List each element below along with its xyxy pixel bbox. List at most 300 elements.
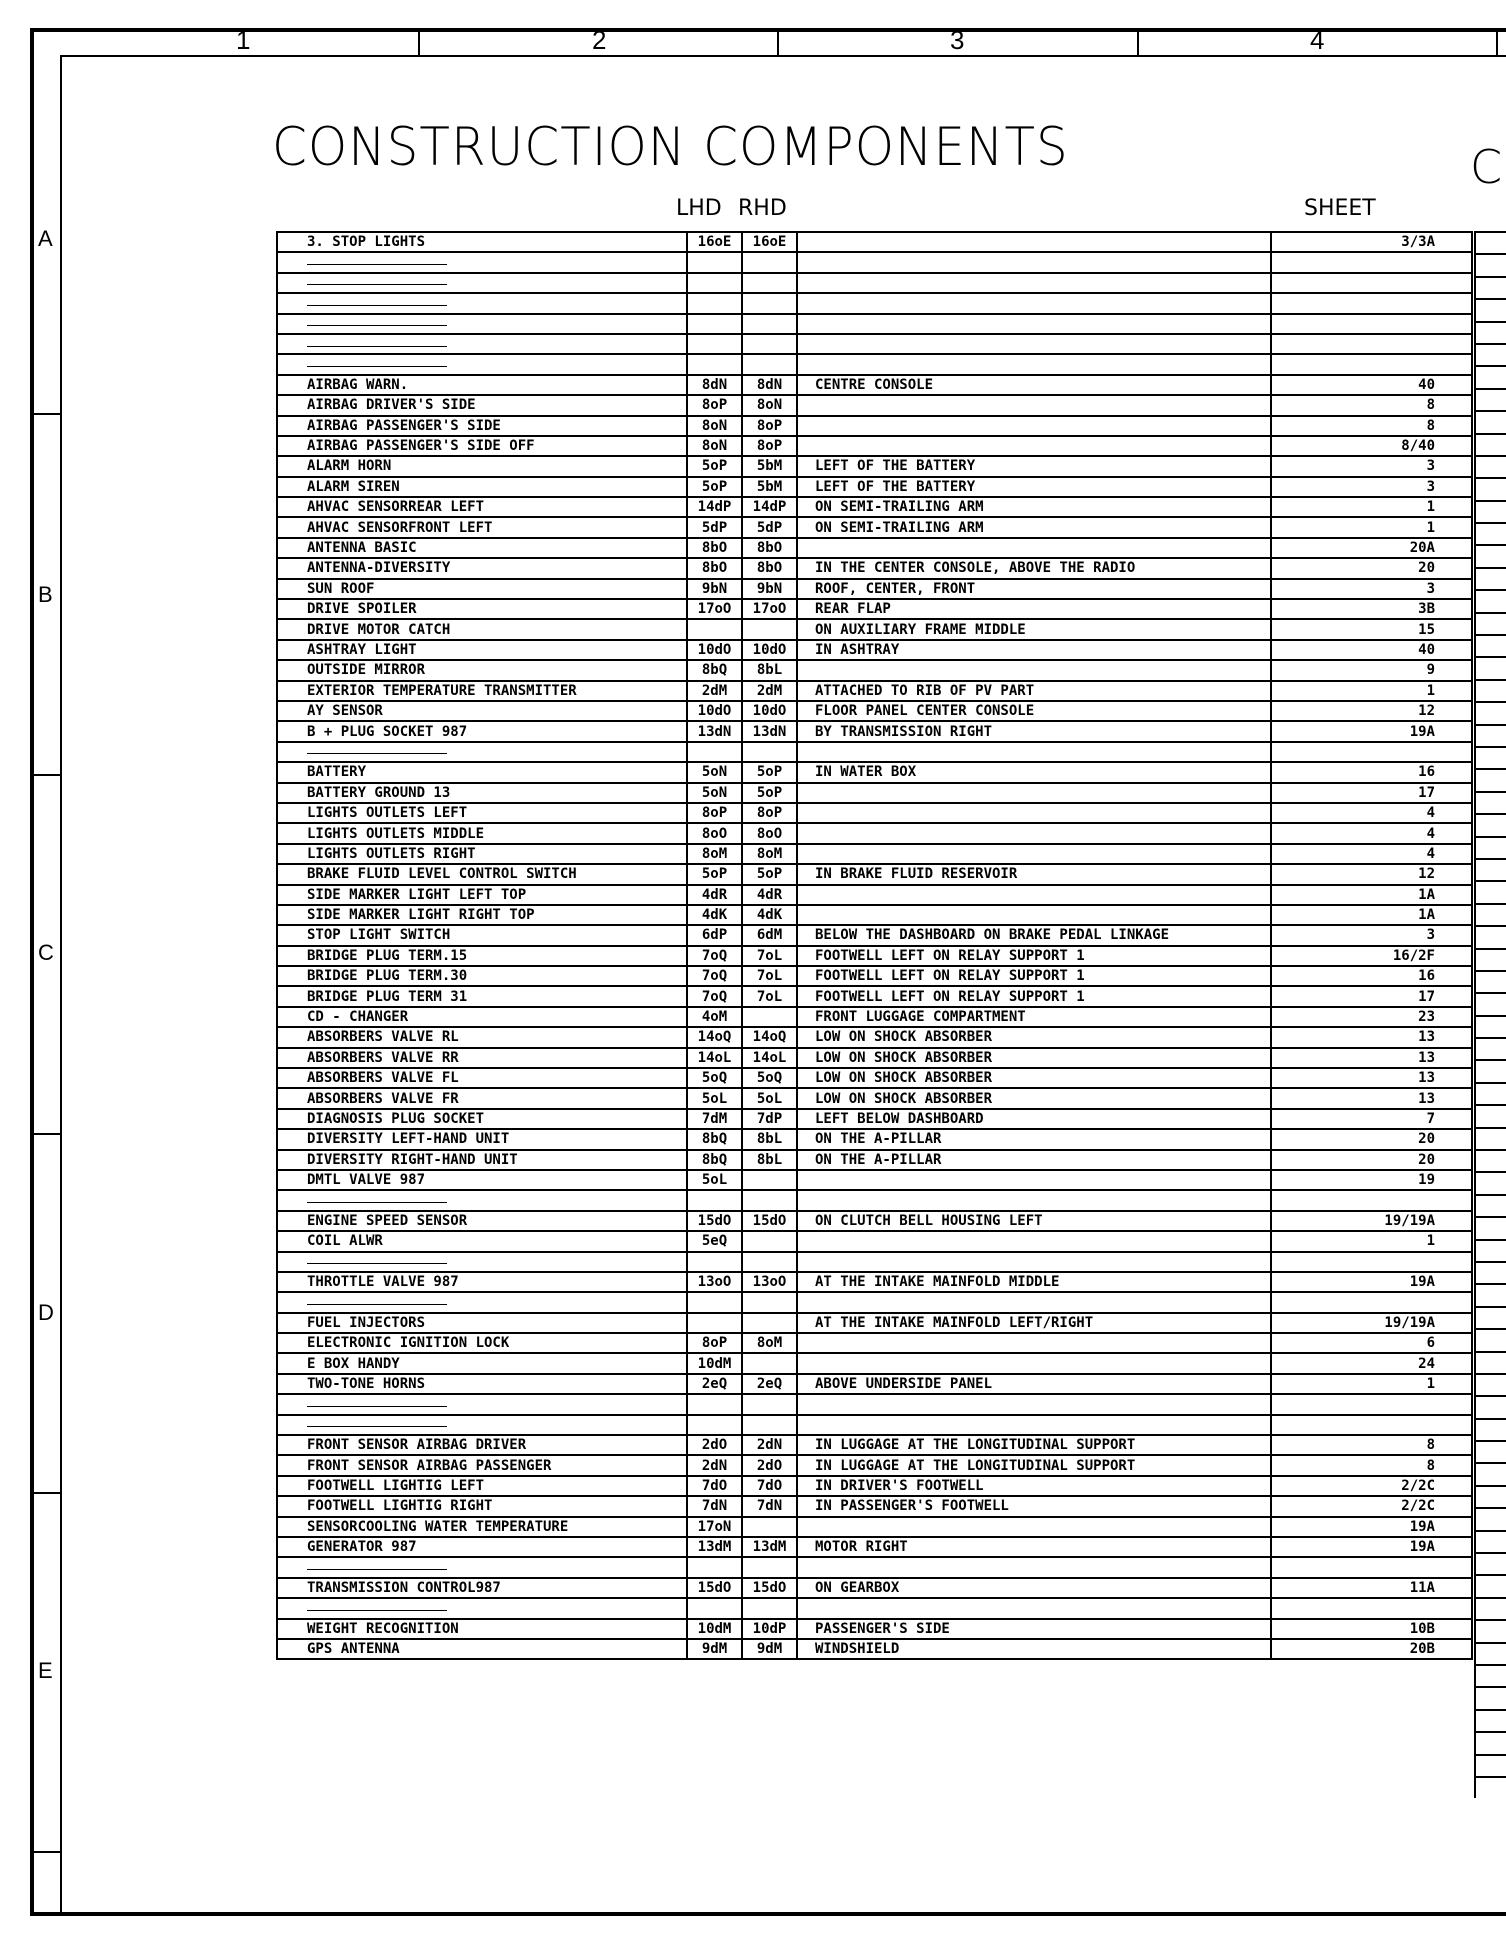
grid-row-label: A: [38, 226, 53, 251]
rhd-cell: 7oL: [742, 946, 797, 966]
location-cell: [797, 1333, 1271, 1353]
location-cell: IN LUGGAGE AT THE LONGITUDINAL SUPPORT: [797, 1435, 1271, 1455]
rhd-cell: 7dO: [742, 1476, 797, 1496]
blank-entry-line: [307, 284, 447, 285]
table-row: [277, 1027, 1472, 1047]
location-cell: ON THE A-PILLAR: [797, 1150, 1271, 1170]
location-cell: [797, 1252, 1271, 1272]
location-cell: [797, 252, 1271, 272]
blank-entry-line: [307, 1263, 447, 1264]
rhd-cell: 17oO: [742, 599, 797, 619]
component-name-cell: ANTENNA BASIC: [277, 538, 687, 558]
table-row: [277, 579, 1472, 599]
grid-col-label: 1: [236, 25, 251, 55]
component-name-cell: SIDE MARKER LIGHT RIGHT TOP: [277, 905, 687, 925]
rhd-cell: 8oM: [742, 844, 797, 864]
lhd-cell: 9bN: [687, 579, 742, 599]
lhd-cell: [687, 1415, 742, 1435]
sheet-cell: [1271, 334, 1472, 354]
adjacent-row: [1474, 1530, 1506, 1552]
lhd-cell: 14dP: [687, 497, 742, 517]
table-row: [277, 986, 1472, 1006]
lhd-cell: 7oQ: [687, 986, 742, 1006]
component-name-cell: BRIDGE PLUG TERM 31: [277, 986, 687, 1006]
grid-col-divider: [1496, 30, 1498, 57]
location-cell: BELOW THE DASHBOARD ON BRAKE PEDAL LINKAGE: [797, 925, 1271, 945]
adjacent-row: [1474, 634, 1506, 656]
location-cell: [797, 436, 1271, 456]
location-cell: IN BRAKE FLUID RESERVOIR: [797, 864, 1271, 884]
location-cell: ATTACHED TO RIB OF PV PART: [797, 681, 1271, 701]
rhd-cell: [742, 293, 797, 313]
lhd-cell: 2dO: [687, 1435, 742, 1455]
rhd-cell: 5oP: [742, 864, 797, 884]
location-cell: [797, 783, 1271, 803]
table-row: [277, 293, 1472, 313]
sheet-cell: [1271, 1557, 1472, 1577]
table-row: [277, 783, 1472, 803]
location-cell: AT THE INTAKE MAINFOLD LEFT/RIGHT: [797, 1313, 1271, 1333]
location-cell: FOOTWELL LEFT ON RELAY SUPPORT 1: [797, 966, 1271, 986]
component-name-cell: [277, 1190, 687, 1210]
table-row: [277, 660, 1472, 680]
rhd-cell: 8oO: [742, 823, 797, 843]
blank-entry-line: [307, 1569, 447, 1570]
rhd-cell: 8bL: [742, 1129, 797, 1149]
adjacent-row: [1474, 567, 1506, 589]
lhd-cell: 8bQ: [687, 1129, 742, 1149]
location-cell: [797, 314, 1271, 334]
rhd-cell: [742, 1598, 797, 1618]
component-name-cell: [277, 1557, 687, 1577]
adjacent-row: [1474, 1216, 1506, 1238]
grid-row-divider: [30, 413, 60, 415]
page-title: CONSTRUCTION COMPONENTS: [272, 116, 1069, 178]
adjacent-row: [1474, 701, 1506, 723]
adjacent-row: [1474, 679, 1506, 701]
blank-entry-line: [307, 1406, 447, 1407]
adjacent-row: [1474, 477, 1506, 499]
lhd-cell: 5oP: [687, 456, 742, 476]
location-cell: ON SEMI-TRAILING ARM: [797, 497, 1271, 517]
lhd-cell: 5oN: [687, 783, 742, 803]
rhd-cell: 5oQ: [742, 1068, 797, 1088]
rhd-cell: [742, 1415, 797, 1435]
rhd-cell: 10dO: [742, 640, 797, 660]
lhd-cell: 10dM: [687, 1353, 742, 1373]
location-cell: LOW ON SHOCK ABSORBER: [797, 1068, 1271, 1088]
sheet-cell: 3: [1271, 579, 1472, 599]
sheet-cell: 3: [1271, 456, 1472, 476]
table-row: [277, 1578, 1472, 1598]
lhd-cell: 2eQ: [687, 1374, 742, 1394]
adjacent-row: [1474, 858, 1506, 880]
location-cell: [797, 1353, 1271, 1373]
component-name-cell: FOOTWELL LIGHTIG RIGHT: [277, 1496, 687, 1516]
lhd-cell: 15dO: [687, 1211, 742, 1231]
sheet-cell: 12: [1271, 701, 1472, 721]
grid-row-divider: [30, 1851, 60, 1853]
grid-row-label: E: [38, 1658, 53, 1683]
location-cell: [797, 1557, 1271, 1577]
lhd-cell: 7oQ: [687, 946, 742, 966]
lhd-cell: [687, 619, 742, 639]
table-row: [277, 354, 1472, 374]
rhd-cell: 8bL: [742, 660, 797, 680]
rhd-cell: 16oE: [742, 232, 797, 252]
adjacent-row: [1474, 1642, 1506, 1664]
table-row: [277, 477, 1472, 497]
adjacent-row: [1474, 768, 1506, 790]
lhd-cell: 17oO: [687, 599, 742, 619]
lhd-cell: [687, 1292, 742, 1312]
table-row: [277, 1313, 1472, 1333]
table-row: [277, 742, 1472, 762]
adjacent-row: [1474, 1664, 1506, 1686]
sheet-cell: 4: [1271, 844, 1472, 864]
component-name-cell: [277, 273, 687, 293]
grid-col-divider: [418, 30, 420, 57]
lhd-cell: [687, 1598, 742, 1618]
lhd-cell: [687, 314, 742, 334]
component-name-cell: ASHTRAY LIGHT: [277, 640, 687, 660]
location-cell: [797, 742, 1271, 762]
adjacent-row: [1474, 231, 1506, 253]
adjacent-row: [1474, 500, 1506, 522]
sheet-cell: 11A: [1271, 1578, 1472, 1598]
lhd-cell: [687, 742, 742, 762]
sheet-cell: 1: [1271, 517, 1472, 537]
location-cell: [797, 1598, 1271, 1618]
location-cell: ABOVE UNDERSIDE PANEL: [797, 1374, 1271, 1394]
adjacent-row: [1474, 1731, 1506, 1753]
location-cell: [797, 232, 1271, 252]
table-row: [277, 599, 1472, 619]
location-cell: LOW ON SHOCK ABSORBER: [797, 1027, 1271, 1047]
table-row: [277, 1619, 1472, 1639]
location-cell: FLOOR PANEL CENTER CONSOLE: [797, 701, 1271, 721]
rhd-cell: 8bO: [742, 538, 797, 558]
lhd-cell: 4dR: [687, 885, 742, 905]
adjacent-row: [1474, 813, 1506, 835]
lhd-cell: 13dM: [687, 1537, 742, 1557]
adjacent-row: [1474, 1507, 1506, 1529]
component-name-cell: ABSORBERS VALVE RL: [277, 1027, 687, 1047]
lhd-cell: 10dM: [687, 1619, 742, 1639]
lhd-cell: [687, 354, 742, 374]
rhd-cell: [742, 1313, 797, 1333]
component-name-cell: FRONT SENSOR AIRBAG PASSENGER: [277, 1455, 687, 1475]
sheet-cell: 15: [1271, 619, 1472, 639]
rhd-cell: 13dN: [742, 721, 797, 741]
adjacent-row: [1474, 522, 1506, 544]
sheet-cell: 19A: [1271, 1272, 1472, 1292]
rhd-cell: 10dO: [742, 701, 797, 721]
rhd-cell: [742, 1353, 797, 1373]
location-cell: REAR FLAP: [797, 599, 1271, 619]
sheet-cell: 2/2C: [1271, 1496, 1472, 1516]
table-row: [277, 905, 1472, 925]
sheet-cell: [1271, 742, 1472, 762]
adjacent-row: [1474, 1059, 1506, 1081]
component-name-cell: [277, 1292, 687, 1312]
lhd-cell: 8oP: [687, 1333, 742, 1353]
component-name-cell: LIGHTS OUTLETS MIDDLE: [277, 823, 687, 843]
lhd-cell: 5dP: [687, 517, 742, 537]
table-row: [277, 1231, 1472, 1251]
sheet-cell: 8: [1271, 416, 1472, 436]
rhd-cell: 8oP: [742, 416, 797, 436]
location-cell: FOOTWELL LEFT ON RELAY SUPPORT 1: [797, 946, 1271, 966]
component-name-cell: 3. STOP LIGHTS: [277, 232, 687, 252]
sheet-cell: [1271, 1190, 1472, 1210]
component-name-cell: BRIDGE PLUG TERM.30: [277, 966, 687, 986]
adjacent-row: [1474, 1127, 1506, 1149]
table-row: [277, 803, 1472, 823]
table-row: [277, 1415, 1472, 1435]
location-cell: [797, 660, 1271, 680]
table-row: [277, 1598, 1472, 1618]
lhd-cell: 2dN: [687, 1455, 742, 1475]
adjacent-row: [1474, 992, 1506, 1014]
rhd-cell: 2dO: [742, 1455, 797, 1475]
sheet-cell: [1271, 1252, 1472, 1272]
component-name-cell: BRIDGE PLUG TERM.15: [277, 946, 687, 966]
component-name-cell: [277, 314, 687, 334]
rhd-cell: 2dN: [742, 1435, 797, 1455]
location-cell: [797, 1231, 1271, 1251]
table-row: [277, 1517, 1472, 1537]
rhd-cell: 8dN: [742, 375, 797, 395]
location-cell: ON SEMI-TRAILING ARM: [797, 517, 1271, 537]
lhd-cell: 7dN: [687, 1496, 742, 1516]
sheet-cell: 40: [1271, 640, 1472, 660]
lhd-cell: 8oO: [687, 823, 742, 843]
table-row: [277, 1435, 1472, 1455]
rhd-cell: 8bO: [742, 558, 797, 578]
rhd-header: RHD: [738, 196, 787, 221]
table-row: [277, 640, 1472, 660]
lhd-cell: 7oQ: [687, 966, 742, 986]
component-name-cell: COIL ALWR: [277, 1231, 687, 1251]
table-row: [277, 946, 1472, 966]
table-row: [277, 681, 1472, 701]
location-cell: [797, 334, 1271, 354]
rhd-cell: 14dP: [742, 497, 797, 517]
sheet-cell: 13: [1271, 1088, 1472, 1108]
adjacent-row: [1474, 925, 1506, 947]
component-name-cell: DMTL VALVE 987: [277, 1170, 687, 1190]
rhd-cell: 7dP: [742, 1109, 797, 1129]
lhd-cell: 7dO: [687, 1476, 742, 1496]
adjacent-row: [1474, 724, 1506, 746]
rhd-cell: [742, 334, 797, 354]
location-cell: [797, 803, 1271, 823]
adjacent-row: [1474, 1776, 1506, 1798]
location-cell: [797, 1394, 1271, 1414]
location-cell: ON THE A-PILLAR: [797, 1129, 1271, 1149]
component-name-cell: DRIVE MOTOR CATCH: [277, 619, 687, 639]
adjacent-row: [1474, 1261, 1506, 1283]
location-cell: MOTOR RIGHT: [797, 1537, 1271, 1557]
component-name-cell: DRIVE SPOILER: [277, 599, 687, 619]
component-name-cell: ABSORBERS VALVE FR: [277, 1088, 687, 1108]
adjacent-row: [1474, 1597, 1506, 1619]
rhd-cell: 8oN: [742, 395, 797, 415]
rhd-cell: 7oL: [742, 966, 797, 986]
blank-entry-line: [307, 366, 447, 367]
sheet-cell: 20: [1271, 1150, 1472, 1170]
location-cell: ROOF, CENTER, FRONT: [797, 579, 1271, 599]
grid-col-label: 4: [1310, 25, 1325, 55]
lhd-cell: 8dN: [687, 375, 742, 395]
location-cell: [797, 844, 1271, 864]
location-cell: [797, 416, 1271, 436]
sheet-cell: 3/3A: [1271, 232, 1472, 252]
table-row: [277, 436, 1472, 456]
sheet-cell: 20: [1271, 558, 1472, 578]
blank-entry-line: [307, 346, 447, 347]
lhd-header: LHD: [676, 196, 722, 221]
rhd-cell: 10dP: [742, 1619, 797, 1639]
table-row: [277, 1455, 1472, 1475]
rhd-cell: 5bM: [742, 456, 797, 476]
rhd-cell: 8oP: [742, 436, 797, 456]
lhd-cell: 8bQ: [687, 660, 742, 680]
table-row: [277, 497, 1472, 517]
sheet-cell: 2/2C: [1271, 1476, 1472, 1496]
sheet-cell: 19A: [1271, 721, 1472, 741]
component-name-cell: E BOX HANDY: [277, 1353, 687, 1373]
component-name-cell: BRAKE FLUID LEVEL CONTROL SWITCH: [277, 864, 687, 884]
sheet-cell: 16/2F: [1271, 946, 1472, 966]
rhd-cell: [742, 1517, 797, 1537]
adjacent-row: [1474, 836, 1506, 858]
sheet-cell: 12: [1271, 864, 1472, 884]
grid-row-divider: [30, 1492, 60, 1494]
lhd-cell: 8bO: [687, 538, 742, 558]
table-row: [277, 1068, 1472, 1088]
location-cell: ON AUXILIARY FRAME MIDDLE: [797, 619, 1271, 639]
location-cell: PASSENGER'S SIDE: [797, 1619, 1271, 1639]
component-name-cell: AY SENSOR: [277, 701, 687, 721]
adjacent-row: [1474, 1395, 1506, 1417]
lhd-cell: 16oE: [687, 232, 742, 252]
location-cell: BY TRANSMISSION RIGHT: [797, 721, 1271, 741]
lhd-cell: 10dO: [687, 640, 742, 660]
component-name-cell: ALARM HORN: [277, 456, 687, 476]
adjacent-row: [1474, 455, 1506, 477]
component-name-cell: [277, 1598, 687, 1618]
rhd-cell: [742, 619, 797, 639]
component-name-cell: LIGHTS OUTLETS RIGHT: [277, 844, 687, 864]
rhd-cell: 8oP: [742, 803, 797, 823]
rhd-cell: 9dM: [742, 1639, 797, 1659]
blank-entry-line: [307, 305, 447, 306]
table-row: [277, 1170, 1472, 1190]
blank-entry-line: [307, 1426, 447, 1427]
lhd-cell: 13dN: [687, 721, 742, 741]
component-name-cell: BATTERY: [277, 762, 687, 782]
table-row: [277, 1374, 1472, 1394]
lhd-cell: 8oM: [687, 844, 742, 864]
sheet-cell: 40: [1271, 375, 1472, 395]
sheet-cell: 23: [1271, 1007, 1472, 1027]
sheet-cell: 19A: [1271, 1537, 1472, 1557]
location-cell: [797, 1517, 1271, 1537]
adjacent-row: [1474, 1149, 1506, 1171]
adjacent-row: [1474, 1686, 1506, 1708]
table-row: [277, 1252, 1472, 1272]
rhd-cell: [742, 1394, 797, 1414]
adjacent-page-title: C: [1470, 140, 1503, 194]
grid-col-label: 3: [950, 25, 965, 55]
grid-col-divider: [777, 30, 779, 57]
rhd-cell: [742, 1190, 797, 1210]
location-cell: WINDSHIELD: [797, 1639, 1271, 1659]
location-cell: ON GEARBOX: [797, 1578, 1271, 1598]
adjacent-row: [1474, 1082, 1506, 1104]
lhd-cell: 9dM: [687, 1639, 742, 1659]
component-name-cell: GPS ANTENNA: [277, 1639, 687, 1659]
adjacent-row: [1474, 1373, 1506, 1395]
sheet-cell: 1: [1271, 1231, 1472, 1251]
rhd-cell: [742, 1007, 797, 1027]
adjacent-row: [1474, 1194, 1506, 1216]
table-row: [277, 1150, 1472, 1170]
sheet-cell: 4: [1271, 823, 1472, 843]
sheet-cell: 3B: [1271, 599, 1472, 619]
location-cell: ON CLUTCH BELL HOUSING LEFT: [797, 1211, 1271, 1231]
rhd-cell: [742, 314, 797, 334]
location-cell: [797, 885, 1271, 905]
rhd-cell: 14oL: [742, 1048, 797, 1068]
component-name-cell: FRONT SENSOR AIRBAG DRIVER: [277, 1435, 687, 1455]
adjacent-row: [1474, 1709, 1506, 1731]
lhd-cell: 8oP: [687, 395, 742, 415]
location-cell: IN WATER BOX: [797, 762, 1271, 782]
table-row: [277, 925, 1472, 945]
component-name-cell: BATTERY GROUND 13: [277, 783, 687, 803]
component-name-cell: STOP LIGHT SWITCH: [277, 925, 687, 945]
rhd-cell: [742, 354, 797, 374]
location-cell: LOW ON SHOCK ABSORBER: [797, 1088, 1271, 1108]
sheet-cell: 20: [1271, 1129, 1472, 1149]
sheet-cell: 1: [1271, 497, 1472, 517]
component-name-cell: LIGHTS OUTLETS LEFT: [277, 803, 687, 823]
component-name-cell: [277, 1394, 687, 1414]
rhd-cell: 15dO: [742, 1578, 797, 1598]
component-name-cell: FOOTWELL LIGHTIG LEFT: [277, 1476, 687, 1496]
rhd-cell: 7dN: [742, 1496, 797, 1516]
location-cell: AT THE INTAKE MAINFOLD MIDDLE: [797, 1272, 1271, 1292]
table-row: [277, 1272, 1472, 1292]
component-name-cell: B + PLUG SOCKET 987: [277, 721, 687, 741]
sheet-cell: 4: [1271, 803, 1472, 823]
lhd-cell: 8bO: [687, 558, 742, 578]
table-row: [277, 252, 1472, 272]
adjacent-row: [1474, 365, 1506, 387]
location-cell: [797, 823, 1271, 843]
location-cell: [797, 1415, 1271, 1435]
lhd-cell: 4dK: [687, 905, 742, 925]
lhd-cell: 4oM: [687, 1007, 742, 1027]
table-row: [277, 1292, 1472, 1312]
grid-row-divider: [30, 774, 60, 776]
blank-entry-line: [307, 1304, 447, 1305]
lhd-cell: 8oN: [687, 436, 742, 456]
blank-entry-line: [307, 264, 447, 265]
